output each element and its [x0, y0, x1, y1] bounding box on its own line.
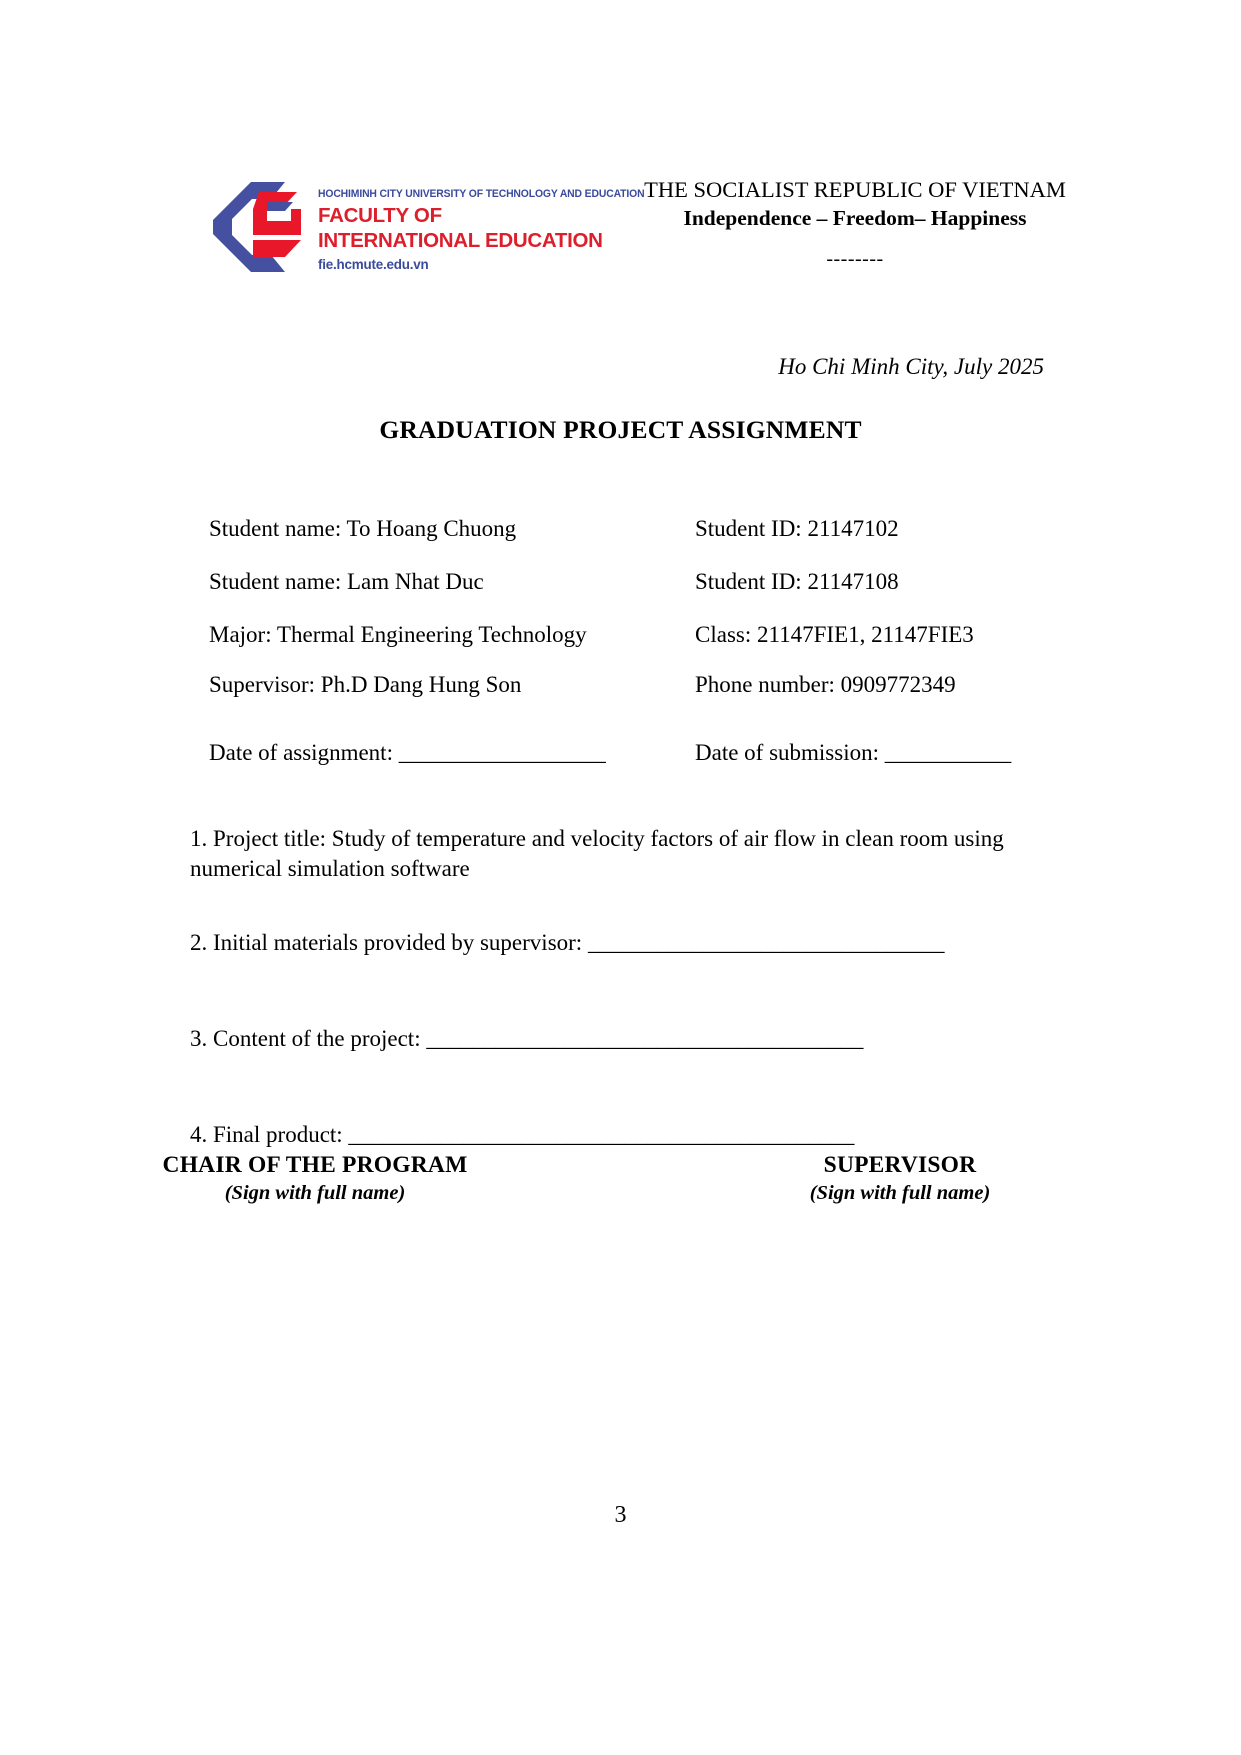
date-of-submission-field[interactable]: Date of submission: ___________: [695, 740, 1012, 765]
city-date: Ho Chi Minh City, July 2025: [778, 354, 1044, 379]
logo-url: fie.hcmute.edu.vn: [318, 256, 429, 272]
supervisor: Supervisor: Ph.D Dang Hung Son: [209, 672, 522, 697]
item-content-of-project[interactable]: 3. Content of the project: ______________________________________: [190, 1026, 864, 1052]
info-row: [209, 516, 1109, 569]
item-final-product[interactable]: 4. Final product: ____________________________________________: [190, 1122, 855, 1148]
national-motto: Independence – Freedom– Happiness: [683, 206, 1027, 231]
signature-chair: [0, 1152, 630, 1205]
document-header: [0, 176, 1241, 306]
info-row: [209, 569, 1109, 622]
project-items: [190, 824, 1062, 1151]
national-heading: [620, 176, 1090, 269]
student2-id: Student ID: 21147108: [695, 569, 899, 594]
info-row: [209, 622, 1109, 672]
signature-chair-note: (Sign with full name): [224, 1182, 406, 1204]
logo-faculty-line-1: FACULTY OF: [318, 203, 442, 227]
country-name: THE SOCIALIST REPUBLIC OF VIETNAM: [644, 177, 1066, 202]
student1-name: Student name: To Hoang Chuong: [209, 516, 517, 541]
item-project-title: 1. Project title: Study of temperature and velocity factors of air flow in clean room using numerical simulation software: [190, 826, 1004, 882]
signature-block: [0, 1152, 1241, 1205]
page-title: GRADUATION PROJECT ASSIGNMENT: [379, 415, 862, 444]
date-of-assignment-field[interactable]: Date of assignment: __________________: [209, 740, 606, 765]
logo-faculty-line-2: INTERNATIONAL EDUCATION: [318, 228, 603, 252]
heading-divider: --------: [826, 248, 884, 271]
student1-id: Student ID: 21147102: [695, 516, 899, 541]
signature-supervisor-note: (Sign with full name): [809, 1182, 991, 1204]
item-initial-materials[interactable]: 2. Initial materials provided by supervisor: _______________________________: [190, 929, 945, 955]
info-row: [209, 740, 1109, 766]
hcmute-fie-logo: [207, 176, 673, 276]
info-row: [209, 672, 1109, 722]
hcmute-logo-icon: [207, 178, 307, 276]
major: Major: Thermal Engineering Technology: [209, 622, 587, 647]
signature-supervisor: [685, 1152, 1115, 1205]
logo-university-line: HOCHIMINH CITY UNIVERSITY OF TECHNOLOGY AND EDUCATION: [318, 188, 645, 200]
signature-supervisor-title: SUPERVISOR: [823, 1152, 977, 1178]
student-info-block: [209, 516, 1109, 766]
signature-chair-title: CHAIR OF THE PROGRAM: [162, 1152, 468, 1178]
student2-name: Student name: Lam Nhat Duc: [209, 569, 484, 594]
page-number: 3: [614, 1502, 627, 1528]
class: Class: 21147FIE1, 21147FIE3: [695, 622, 974, 647]
phone-number: Phone number: 0909772349: [695, 672, 956, 697]
